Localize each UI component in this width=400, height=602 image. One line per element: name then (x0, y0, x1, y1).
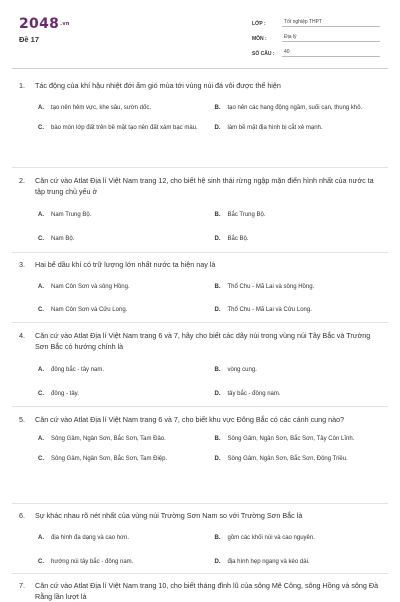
option-a[interactable] (38, 435, 205, 444)
question-number: 3. (19, 260, 25, 269)
option-letter: A. (38, 284, 44, 290)
option-text: đông bắc - tây nam. (51, 367, 105, 373)
option-letter: A. (38, 105, 44, 111)
option-c[interactable] (38, 235, 205, 244)
option-text: Nam Bộ. (51, 235, 75, 242)
option-text: gồm các khối núi và cao nguyên. (227, 535, 315, 541)
logo-text: 2048 (19, 16, 60, 32)
question-text: Căn cứ vào Atlat Địa lí Việt Nam trang 6 và 7, hãy cho biết các dãy núi trong vùng núi Tây Bắc và Trường Sơn Bắc có hướng chính là (35, 331, 371, 351)
meta-row-subject (252, 29, 380, 42)
option-b[interactable] (215, 211, 382, 220)
option-b[interactable] (215, 534, 382, 543)
option-text: Sông Gâm, Ngân Sơn, Bắc Sơn, Tam Đảo. (51, 436, 166, 442)
question-number: 2. (19, 176, 25, 185)
meta-label: SỐ CÂU : (252, 51, 275, 57)
option-text: địa hình đa dạng và cao hơn. (51, 535, 129, 541)
question-7 (19, 580, 381, 602)
meta-label: LỚP : (252, 21, 266, 27)
option-letter: A. (38, 212, 44, 218)
question-number: 5. (19, 415, 25, 424)
option-text: hướng núi tây bắc - đông nam. (51, 558, 134, 565)
option-letter: D. (214, 124, 221, 131)
option-text: Bắc Trung Bộ. (227, 212, 266, 218)
question-text: Hai bể dầu khí có trữ lượng lớn nhất nước ta hiện nay là (35, 260, 216, 269)
question-divider (12, 322, 388, 323)
question-3 (19, 259, 381, 314)
option-letter: B. (214, 367, 221, 373)
option-letter: D. (214, 390, 221, 397)
option-d[interactable] (215, 306, 382, 315)
option-letter: B. (214, 105, 221, 111)
option-letter: D. (214, 558, 221, 565)
option-c[interactable] (38, 124, 205, 133)
option-a[interactable] (38, 283, 205, 292)
option-letter: D. (214, 235, 221, 242)
exam-header (0, 0, 400, 70)
option-letter: C. (38, 558, 44, 565)
option-text: tây bắc - đông nam. (227, 390, 281, 397)
option-letter: B. (214, 535, 221, 541)
option-a[interactable] (38, 534, 205, 543)
option-text: Nam Côn Sơn và sông Hồng. (51, 284, 130, 290)
option-text: làm bề mặt địa hình bị cắt xẻ mạnh. (227, 124, 323, 131)
meta-value: Địa lý (282, 34, 380, 42)
option-text: Sông Gâm, Ngân Sơn, Bắc Sơn, Đông Triều. (227, 455, 348, 462)
question-number: 4. (19, 331, 25, 340)
option-b[interactable] (215, 366, 382, 375)
question-divider (12, 167, 388, 168)
question-number: 6. (19, 511, 25, 520)
option-c[interactable] (38, 558, 205, 567)
option-a[interactable] (38, 366, 205, 375)
option-text: Bắc Bộ. (227, 235, 249, 242)
option-text: tạo nên hẻm vực, khe sâu, sườn dốc. (51, 105, 152, 111)
option-text: đông - tây. (51, 390, 79, 397)
option-letter: B. (214, 284, 221, 290)
option-c[interactable] (38, 390, 205, 399)
question-divider (12, 573, 388, 574)
option-a[interactable] (38, 211, 205, 220)
question-1 (19, 80, 381, 132)
question-number: 1. (19, 81, 25, 90)
meta-label: MÔN : (252, 36, 267, 42)
option-d[interactable] (215, 124, 382, 133)
question-5 (19, 414, 381, 463)
question-number: 7. (19, 581, 25, 590)
option-a[interactable] (38, 104, 205, 113)
exam-meta (252, 14, 380, 59)
option-d[interactable] (215, 235, 382, 244)
option-letter: C. (38, 455, 44, 462)
question-4 (19, 330, 381, 398)
question-6 (19, 510, 381, 566)
question-divider (12, 252, 388, 253)
question-text: Căn cứ vào Atlat Địa lí Việt Nam trang 6 và 7, cho biết khu vực Đông Bắc có các cánh cung nào? (35, 415, 345, 424)
option-letter: D. (214, 306, 221, 313)
meta-value: 40 (282, 49, 380, 57)
question-divider (12, 406, 388, 407)
option-letter: C. (38, 306, 44, 313)
option-letter: D. (214, 455, 221, 462)
option-letter: A. (38, 436, 44, 442)
option-b[interactable] (215, 283, 382, 292)
option-b[interactable] (215, 435, 382, 444)
question-divider (12, 503, 388, 504)
logo-tld: .vn (60, 21, 70, 27)
exam-code: Đề 17 (19, 35, 40, 44)
option-text: vòng cung. (227, 367, 257, 373)
option-letter: A. (38, 367, 44, 373)
option-b[interactable] (215, 104, 382, 113)
site-logo[interactable] (19, 16, 70, 32)
option-text: địa hình hẹp ngang và kéo dài. (227, 558, 310, 565)
question-text: Sự khác nhau rõ nét nhất của vùng núi Trường Sơn Nam so với Trường Sơn Bắc là (35, 511, 303, 520)
option-text: Thổ Chu - Mã Lai và Cửu Long. (227, 306, 312, 313)
option-c[interactable] (38, 306, 205, 315)
option-letter: C. (38, 124, 44, 131)
option-text: Nam Trung Bộ. (51, 212, 92, 218)
question-2 (19, 175, 381, 243)
meta-row-count (252, 44, 380, 57)
question-text: Căn cứ vào Atlat Địa lí Việt Nam trang 12, cho biết hệ sinh thái rừng ngập mặn điển hình nhất của nước ta tập trung chủ yếu ở (35, 176, 374, 196)
option-letter: C. (38, 390, 44, 397)
option-text: Sông Gâm, Ngân Sơn, Bắc Sơn, Tam Điệp. (51, 455, 168, 462)
question-text: Tác động của khí hậu nhiệt đới ẩm gió mùa tới vùng núi đá vôi được thể hiện (35, 81, 281, 90)
option-letter: C. (38, 235, 44, 242)
option-text: Sông Gâm, Ngân Sơn, Bắc Sơn, Tây Côn Lĩnh. (227, 436, 355, 442)
option-c[interactable] (38, 455, 205, 464)
meta-row-class (252, 14, 380, 27)
option-d[interactable] (215, 455, 382, 464)
option-letter: B. (214, 212, 221, 218)
option-text: bào mòn lớp đất trên bề mặt tạo nên đất xám bạc màu. (51, 124, 198, 131)
meta-value: Tốt nghiệp THPT (282, 19, 380, 27)
option-letter: B. (214, 436, 221, 442)
question-text: Căn cứ vào Atlat Địa lí Việt Nam trang 10, cho biết tháng đỉnh lũ của sông Mê Công, sông Hồng và sông Đà Rằng lần lượt là (35, 581, 379, 601)
option-letter: A. (38, 535, 44, 541)
option-text: Thổ Chu - Mã Lai và sông Hồng. (227, 284, 315, 290)
option-d[interactable] (215, 390, 382, 399)
header-divider (12, 68, 388, 69)
option-d[interactable] (215, 558, 382, 567)
option-text: Nam Côn Sơn và Cửu Long. (51, 306, 128, 313)
option-text: tạo nên các hang động ngầm, suối cạn, thung khô. (227, 105, 363, 111)
